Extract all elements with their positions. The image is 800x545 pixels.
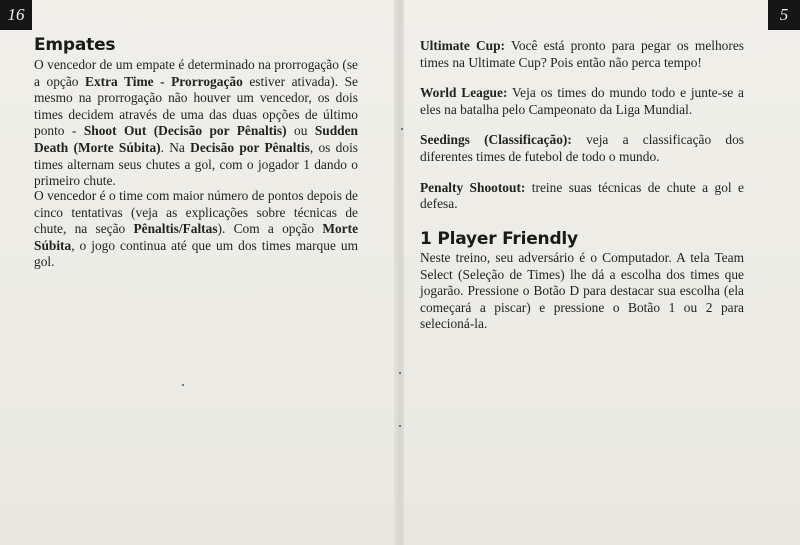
mode-description: veja a classificação dos diferentes times de futebol de todo o mundo. [420, 132, 744, 164]
empates-paragraph-2 [34, 188, 358, 271]
mode-description: Veja os times do mundo todo e junte-se a eles na batalha pelo Campeonato da Liga Mundial. [420, 85, 745, 117]
bold-term: Sudden Death (Morte Súbita) [34, 123, 358, 155]
text-run: O vencedor é o time com maior número de pontos depois de cinco tentativas (veja as explicações sobre técnicas de chute, na seção [34, 188, 358, 237]
text-run: , o jogo continua até que um dos times marque um gol. [34, 237, 358, 270]
page-number-right: 5 [768, 0, 800, 30]
page-number-left: 16 [0, 0, 32, 30]
game-modes-list [420, 38, 744, 227]
text-run: ou [286, 123, 315, 139]
text-run: O vencedor de um empate é determinado na prorrogação (se a opção [34, 57, 358, 89]
bold-term: Pênaltis/Faltas [133, 221, 218, 237]
mode-seedings [420, 132, 744, 165]
print-speck [182, 384, 184, 386]
mode-description: treine suas técnicas de chute a gol e defesa. [420, 179, 744, 212]
empates-paragraph-1 [34, 57, 358, 190]
mode-description: Você está pronto para pegar os melhores times na Ultimate Cup? Pois então não perca tempo! [420, 38, 744, 70]
mode-world-league [420, 85, 744, 118]
mode-label: World League: [420, 85, 508, 101]
text-run: , os dois times alternam seus chutes a gol, com o jogador 1 dando o primeiro chute. [34, 139, 358, 189]
mode-label: Seedings (Classificação): [420, 132, 572, 148]
text-run: ). Com a opção [217, 221, 323, 237]
mode-penalty-shootout [420, 180, 744, 213]
friendly-paragraph [420, 250, 744, 333]
friendly-text: Neste treino, seu adversário é o Computador. A tela Team Select (Seleção de Times) lhe dá a escolha dos times que jogarão. Pressione o Botão D para destacar sua escolha (ela começará a piscar) e pressione o Botão 1 ou 2 para selecioná-la. [420, 250, 744, 332]
mode-label: Ultimate Cup: [420, 38, 506, 53]
mode-ultimate-cup [420, 38, 744, 71]
bold-term: Decisão por Pênaltis [190, 139, 310, 155]
friendly-heading: 1 Player Friendly [420, 229, 578, 249]
print-speck [399, 425, 401, 427]
print-speck [401, 128, 403, 130]
bold-term: Shoot Out (Decisão por Pênaltis) [83, 123, 287, 139]
mode-label: Penalty Shootout: [420, 179, 526, 195]
text-run: estiver ativada). Se mesmo na prorrogação não houver um vencedor, os dois times decidem através de uma das duas opções de último ponto - [34, 73, 358, 139]
text-run: . Na [160, 139, 191, 155]
bold-term: Morte Súbita [34, 221, 359, 253]
empates-heading: Empates [34, 35, 116, 55]
bold-term: Extra Time - Prorrogação [85, 73, 243, 89]
print-speck [399, 372, 401, 374]
